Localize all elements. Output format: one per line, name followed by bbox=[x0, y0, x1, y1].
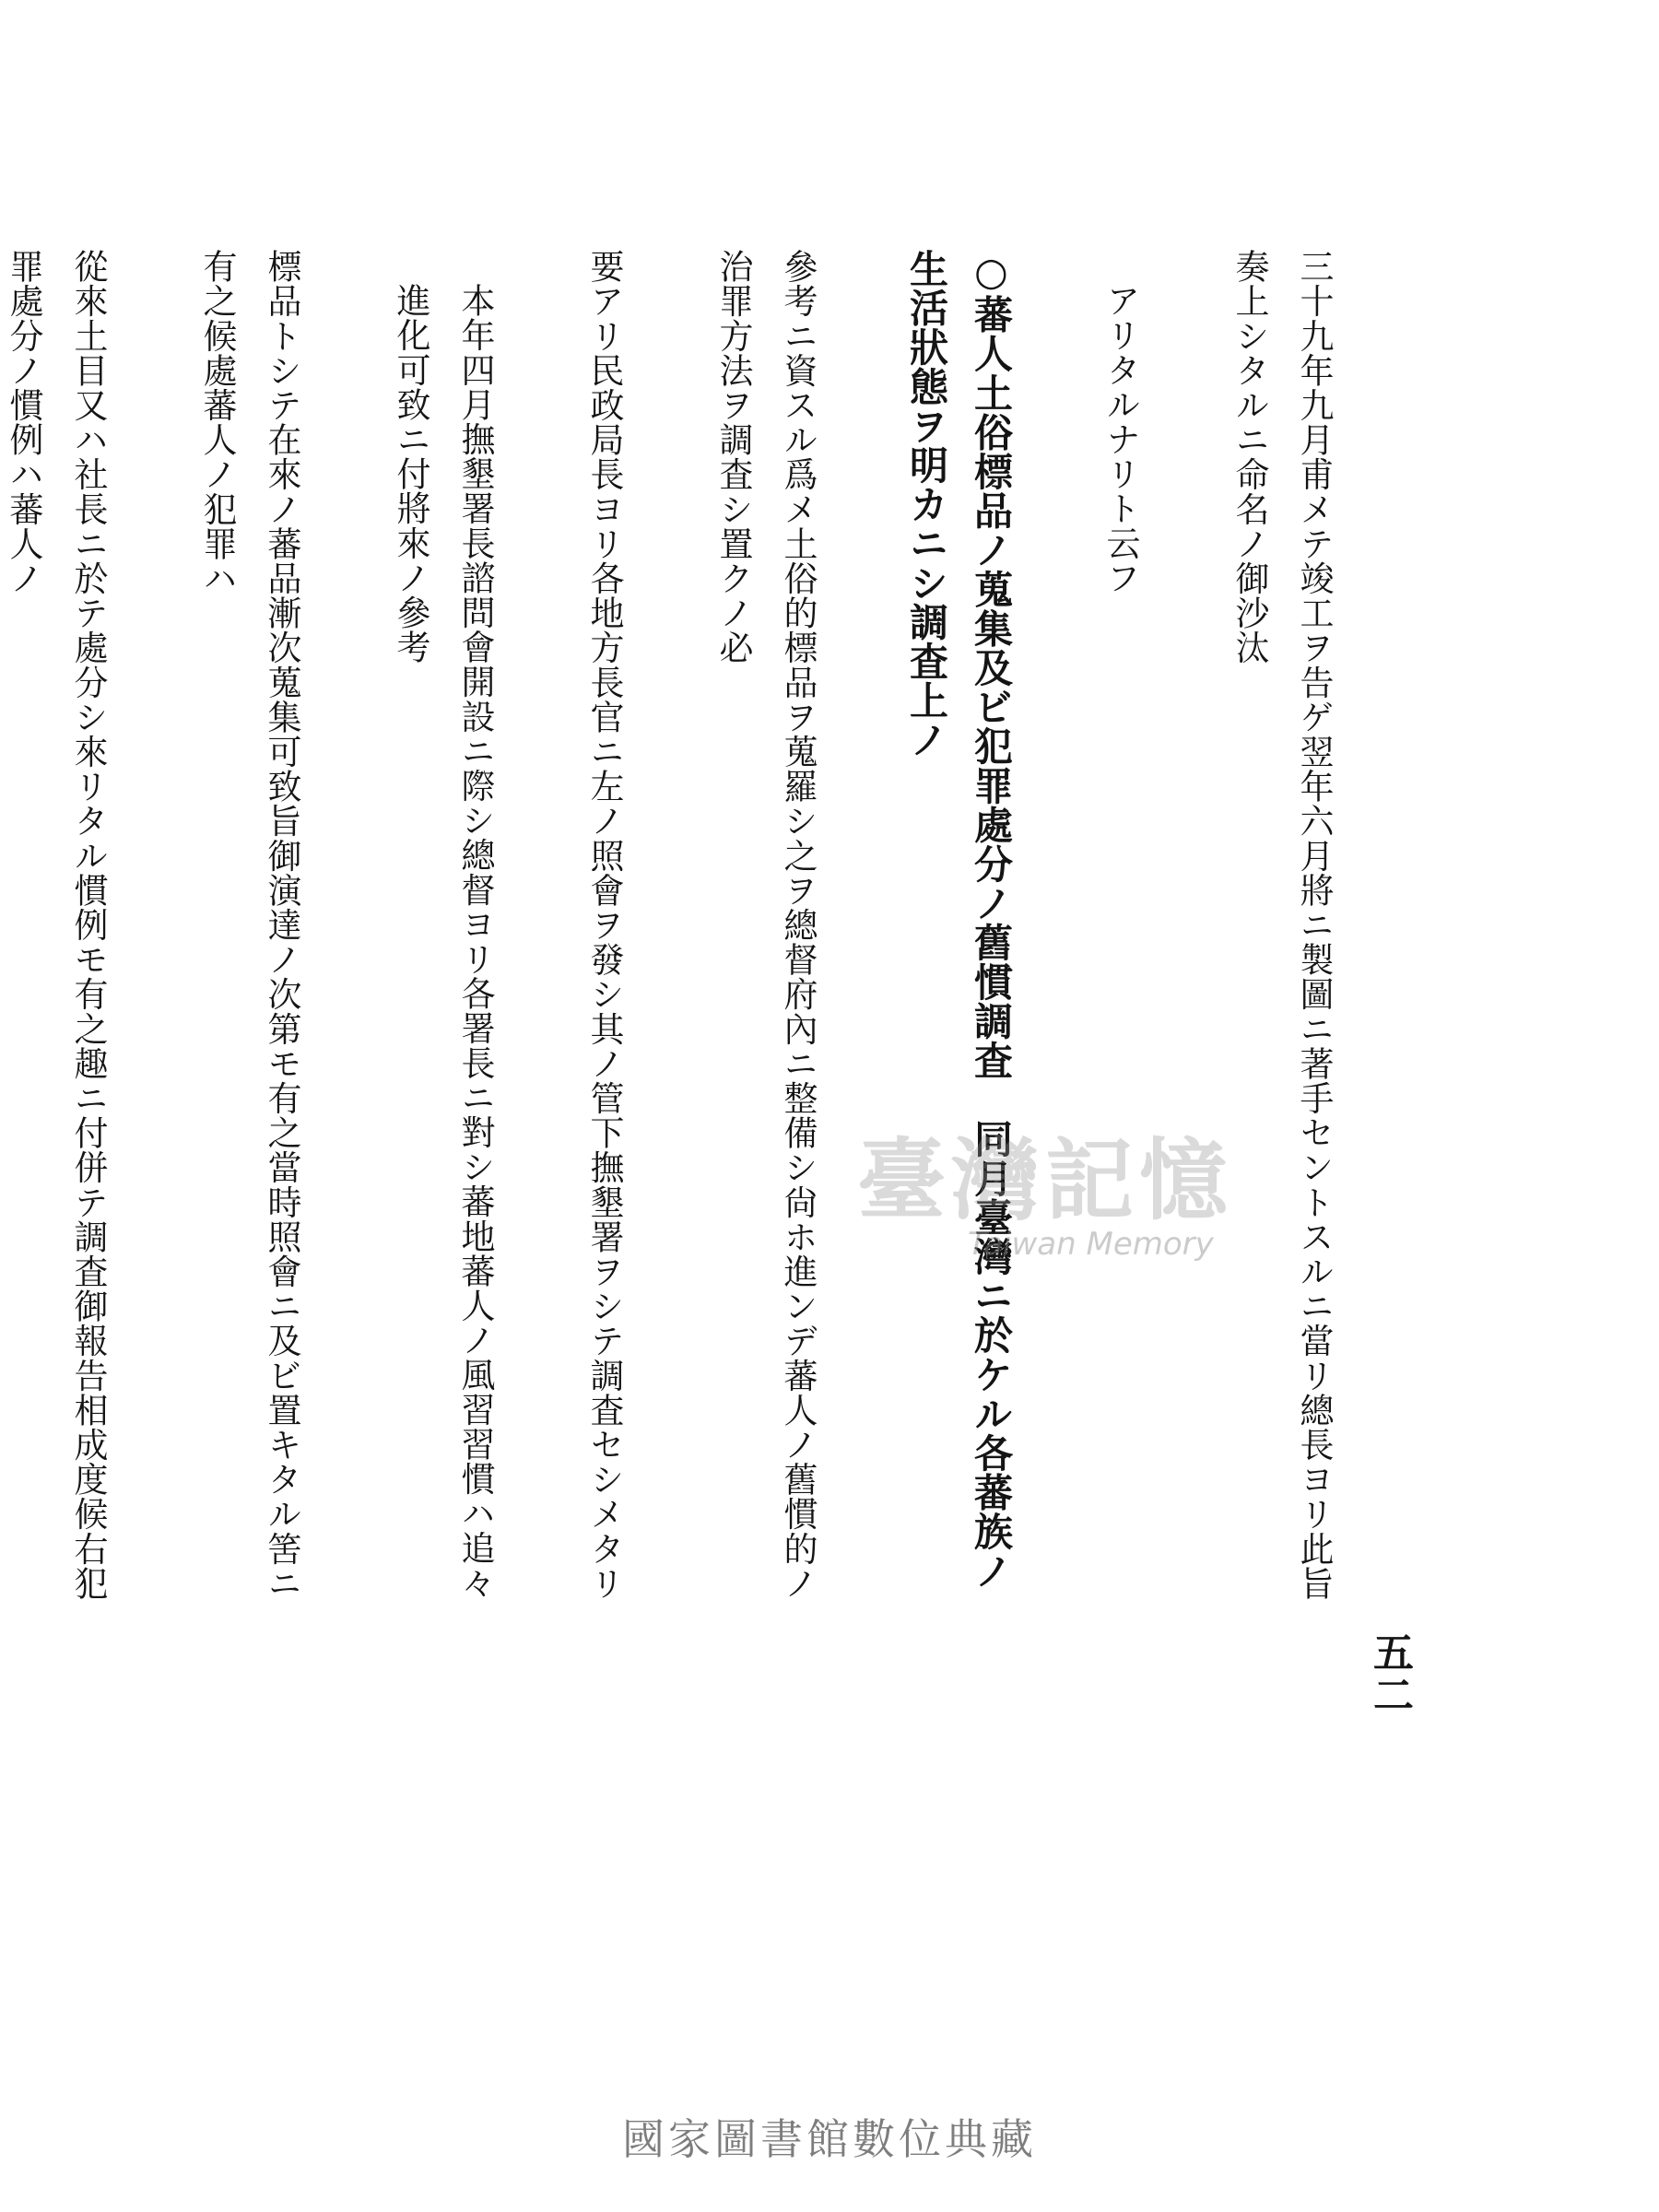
watermark-logo: 臺灣記憶 bbox=[857, 1128, 1233, 1232]
watermark-subtitle: Taiwan Memory bbox=[968, 1226, 1214, 1263]
text-column: 三十九年九月甫メテ竣工ヲ告ゲ翌年六月將ニ製圖ニ著手セントスルニ當リ總長ヨリ此旨奏上シタルニ命名ノ御沙汰 bbox=[1230, 249, 1334, 1601]
text-column: 參考ニ資スル爲メ土俗的標品ヲ蒐羅シ之ヲ總督府內ニ整備シ尙ホ進ンデ蕃人ノ舊慣的ノ治罪方法ヲ調査シ置クノ必 bbox=[713, 249, 818, 1601]
text-column: アリタルナリト云フ bbox=[1100, 283, 1140, 595]
text-column: 標品トシテ在來ノ蕃品漸次蒐集可致旨御演達ノ次第モ有之當時照會ニ及ビ置キタル筈ニ有之候處蕃人ノ犯罪ハ bbox=[197, 249, 301, 1601]
footer-credit: 國家圖書館數位典藏 bbox=[622, 2114, 1037, 2164]
page-number: 五二 bbox=[1366, 1631, 1413, 1716]
text-column: 本年四月撫墾署長諮問會開設ニ際シ總督ヨリ各署長ニ對シ蕃地蕃人ノ風習習慣ハ追々進化可致ニ付將來ノ參考 bbox=[391, 283, 495, 1600]
text-column: 要アリ民政局長ヨリ各地方長官ニ左ノ照會ヲ發シ其ノ管下撫墾署ヲシテ調査セシメタリ bbox=[584, 249, 624, 1601]
vertical-text-block bbox=[4, 249, 1410, 1613]
section-heading: ○蕃人土俗標品ノ蒐集及ビ犯罪處分ノ舊慣調査 同月臺灣ニ於ケル各蕃族ノ生活狀態ヲ明カニシ調査上ノ bbox=[904, 249, 1014, 1591]
text-column: 從來土目又ハ社長ニ於テ處分シ來リタル慣例モ有之趣ニ付併テ調査御報告相成度候右犯罪處分ノ慣例ハ蕃人ノ bbox=[4, 249, 108, 1601]
